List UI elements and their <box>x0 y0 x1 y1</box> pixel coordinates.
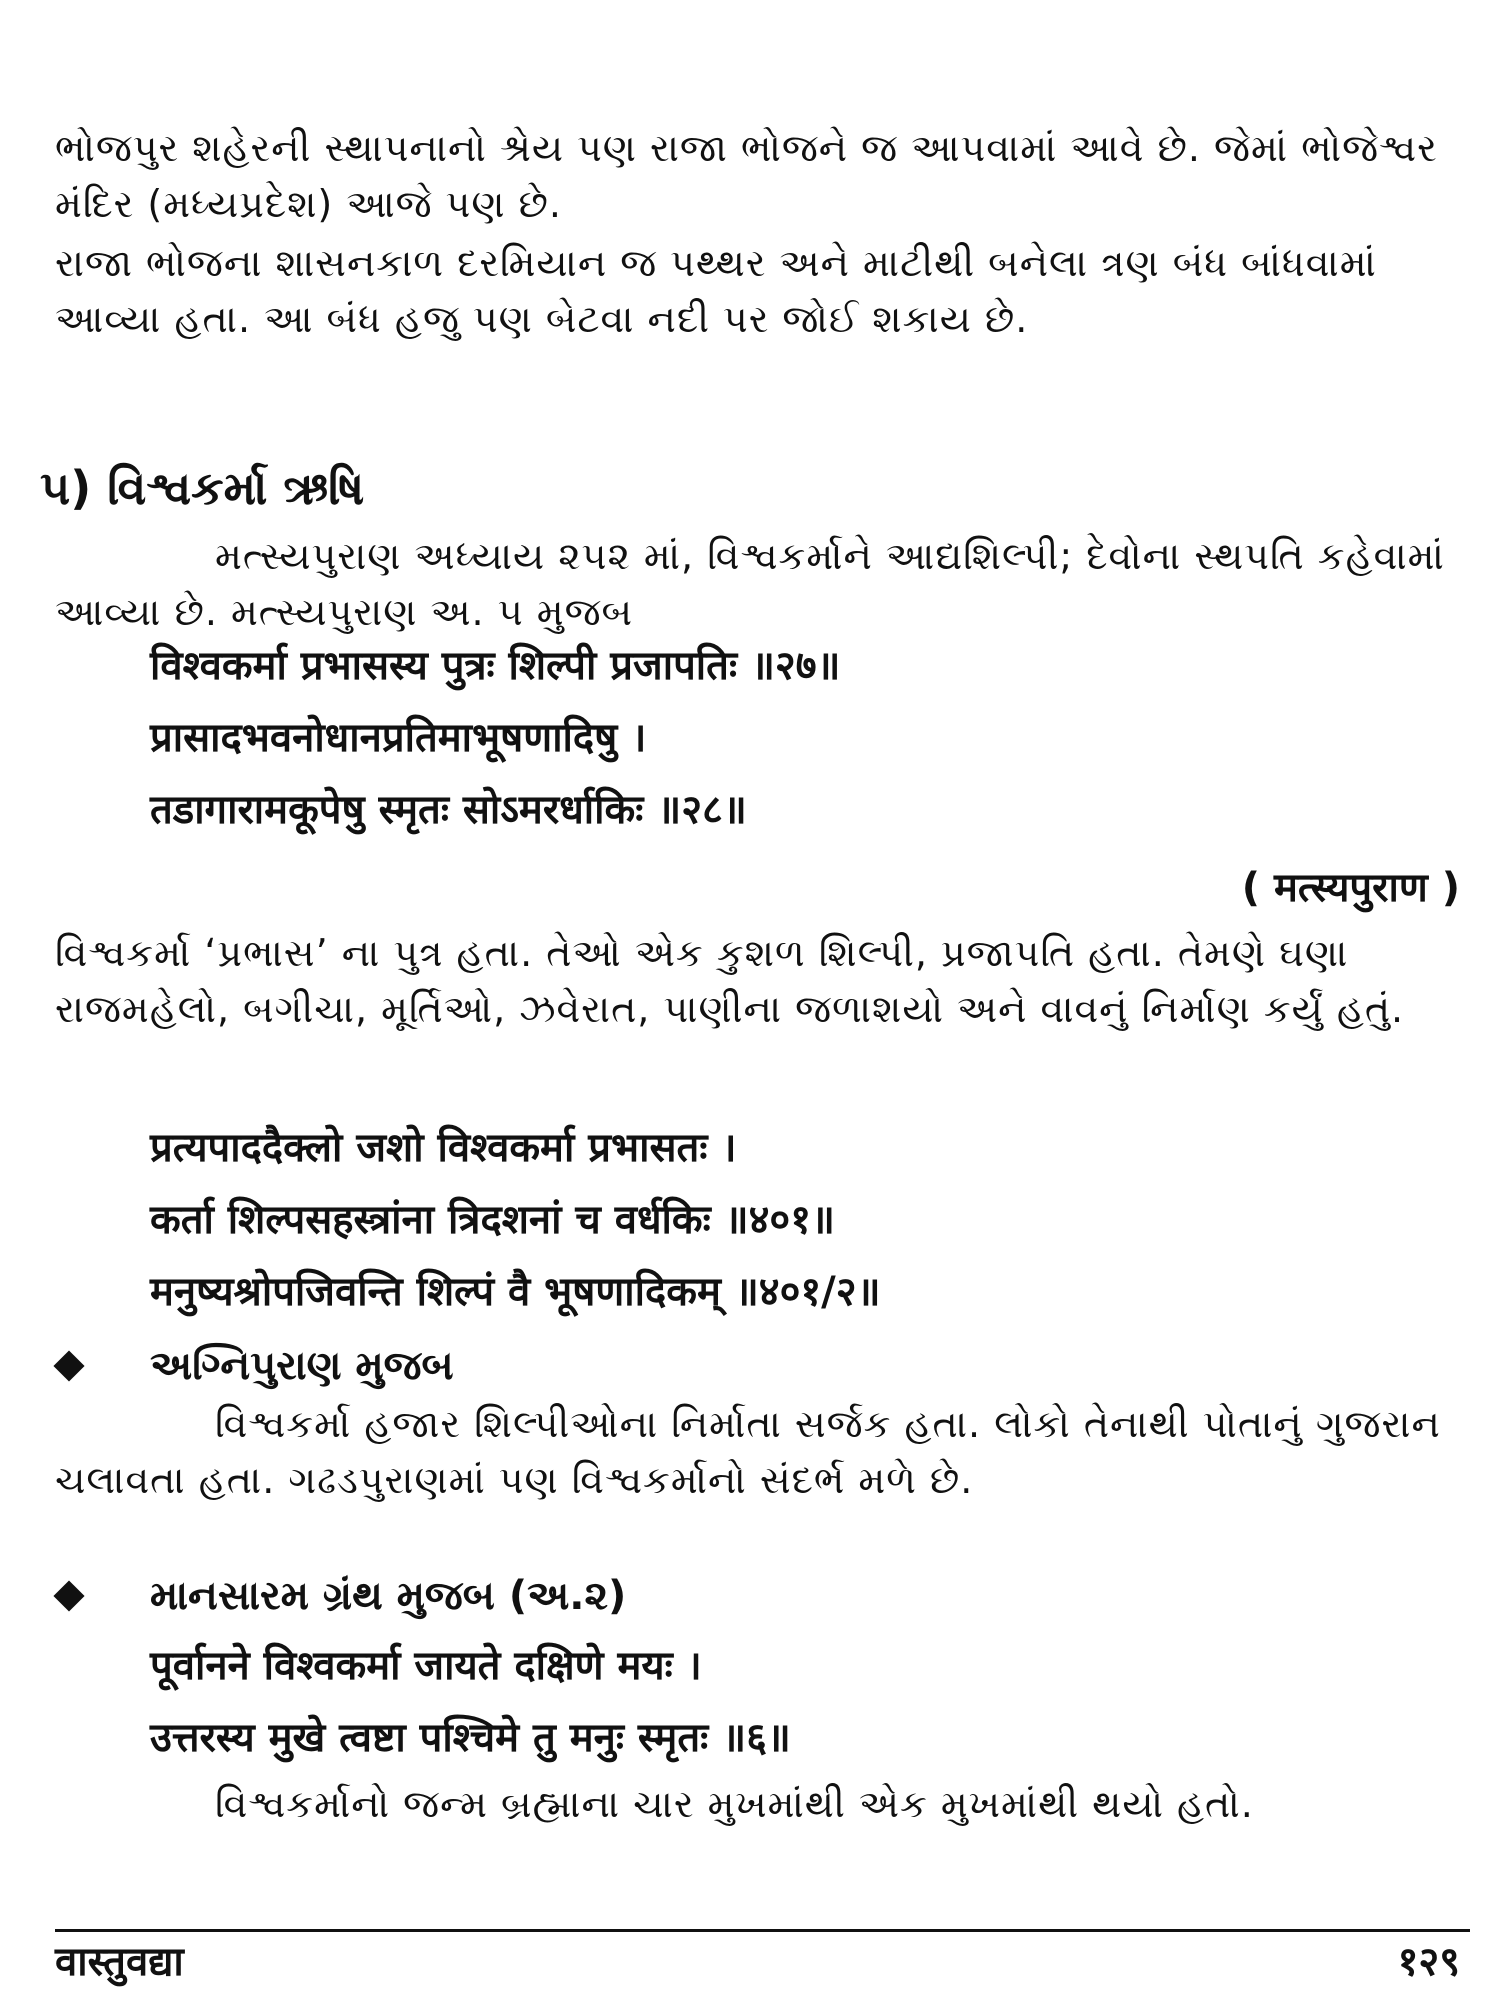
paragraph-text: ભોજપુર શહેરની સ્થાપનાનો શ્રેય પણ રાજા ભોજને જ આપવામાં આવે છે. જેમાં ભોજેશ્વર મંદિર (મધ્યપ્રદેશ) આજે પણ છે. <box>55 126 1451 226</box>
bullet-item-agni <box>0 1336 1500 1396</box>
intro-paragraph-1 <box>0 120 1500 232</box>
mansar-explain-paragraph <box>0 1776 1500 1832</box>
section-heading: ૫) વિશ્વકર્મા ઋષિ <box>40 461 365 515</box>
footer-book-title: वास्तुवद्या <box>55 1939 184 1985</box>
paragraph-text: વિશ્વકર્મા ‘પ્રભાસ’ ના પુત્ર હતા. તેઓ એક કુશળ શિલ્પી, પ્રજાપતિ હતા. તેમણે ઘણા રાજમહેલો, બગીચા, મૂર્તિઓ, ઝવેરાત, પાણીના જળાશયો અને વાવનું નિર્માણ કર્યું હતું. <box>55 931 1405 1031</box>
bullet-item-mansar <box>0 1566 1500 1626</box>
section-heading-block <box>0 458 1500 518</box>
mansar-verses <box>0 1630 1500 1774</box>
agni-verses <box>0 1112 1500 1328</box>
verse-line: उत्तरस्य मुखे त्वष्टा पश्चिमे तु मनुः स्मृतः ॥६॥ <box>150 1715 791 1761</box>
bullet-heading: માનસારમ ગ્રંથ મુજબ (અ.૨) <box>150 1573 627 1619</box>
verse-source: ( मत्स्यपुराण ) <box>1241 865 1460 911</box>
paragraph-text: વિશ્વકર્માનો જન્મ બ્રહ્માના ચાર મુખમાંથી એક મુખમાંથી થયો હતો. <box>215 1782 1254 1826</box>
verse-line: कर्ता शिल्पसहस्त्रांना त्रिदशनां च वर्धकिः ॥४०१॥ <box>150 1197 835 1243</box>
verse-line: पूर्वानने विश्वकर्मा जायते दक्षिणे मयः । <box>150 1643 702 1689</box>
matsya-source-block <box>0 858 1500 918</box>
verse-line: मनुष्यश्रोपजिवन्ति शिल्पं वै भूषणादिकम् ॥४०१/२॥ <box>150 1269 881 1315</box>
intro-paragraph-2 <box>0 235 1500 347</box>
verse-line: तडागारामकूपेषु स्मृतः सोऽमरर्धाकिः ॥२८॥ <box>150 787 747 833</box>
mansar-bullet-block <box>0 1566 1500 1626</box>
footer-divider <box>55 1929 1470 1932</box>
verse-line: प्रत्यपाददैक्लो जशो विश्वकर्मा प्रभासतः । <box>150 1125 737 1171</box>
agni-bullet-block <box>0 1336 1500 1396</box>
page-number: १२९ <box>1397 1939 1460 1985</box>
agni-explain-paragraph <box>0 1396 1500 1508</box>
paragraph-text: રાજા ભોજના શાસનકાળ દરમિયાન જ પથ્થર અને માટીથી બનેલા ત્રણ બંધ બાંધવામાં આવ્યા હતા. આ બંધ હજુ પણ બેટવા નદી પર જોઈ શકાય છે. <box>55 241 1390 341</box>
paragraph-text: મત્સ્યપુરાણ અધ્યાય ૨૫૨ માં, વિશ્વકર્માને આદ્યશિલ્પી; દેવોના સ્થપતિ કહેવામાં આવ્યા છે. મત્સ્યપુરાણ અ. ૫ મુજબ <box>55 534 1458 634</box>
diamond-bullet-icon <box>53 1580 84 1611</box>
diamond-bullet-icon <box>53 1350 84 1381</box>
matsya-intro-paragraph <box>0 528 1500 640</box>
paragraph-text: વિશ્વકર્મા હજાર શિલ્પીઓના નિર્માતા સર્જક હતા. લોકો તેનાથી પોતાનું ગુજરાન ચલાવતા હતા. ગઢડપુરાણમાં પણ વિશ્વકર્માનો સંદર્ભ મળે છે. <box>55 1402 1454 1502</box>
matsya-verses <box>0 630 1500 846</box>
verse-line: विश्वकर्मा प्रभासस्य पुत्रः शिल्पी प्रजापतिः ॥२७॥ <box>150 643 841 689</box>
matsya-explain-paragraph <box>0 925 1500 1037</box>
bullet-heading: અગ્નિપુરાણ મુજબ <box>150 1343 454 1389</box>
verse-line: प्रासादभवनोधानप्रतिमाभूषणादिषु । <box>150 715 647 761</box>
